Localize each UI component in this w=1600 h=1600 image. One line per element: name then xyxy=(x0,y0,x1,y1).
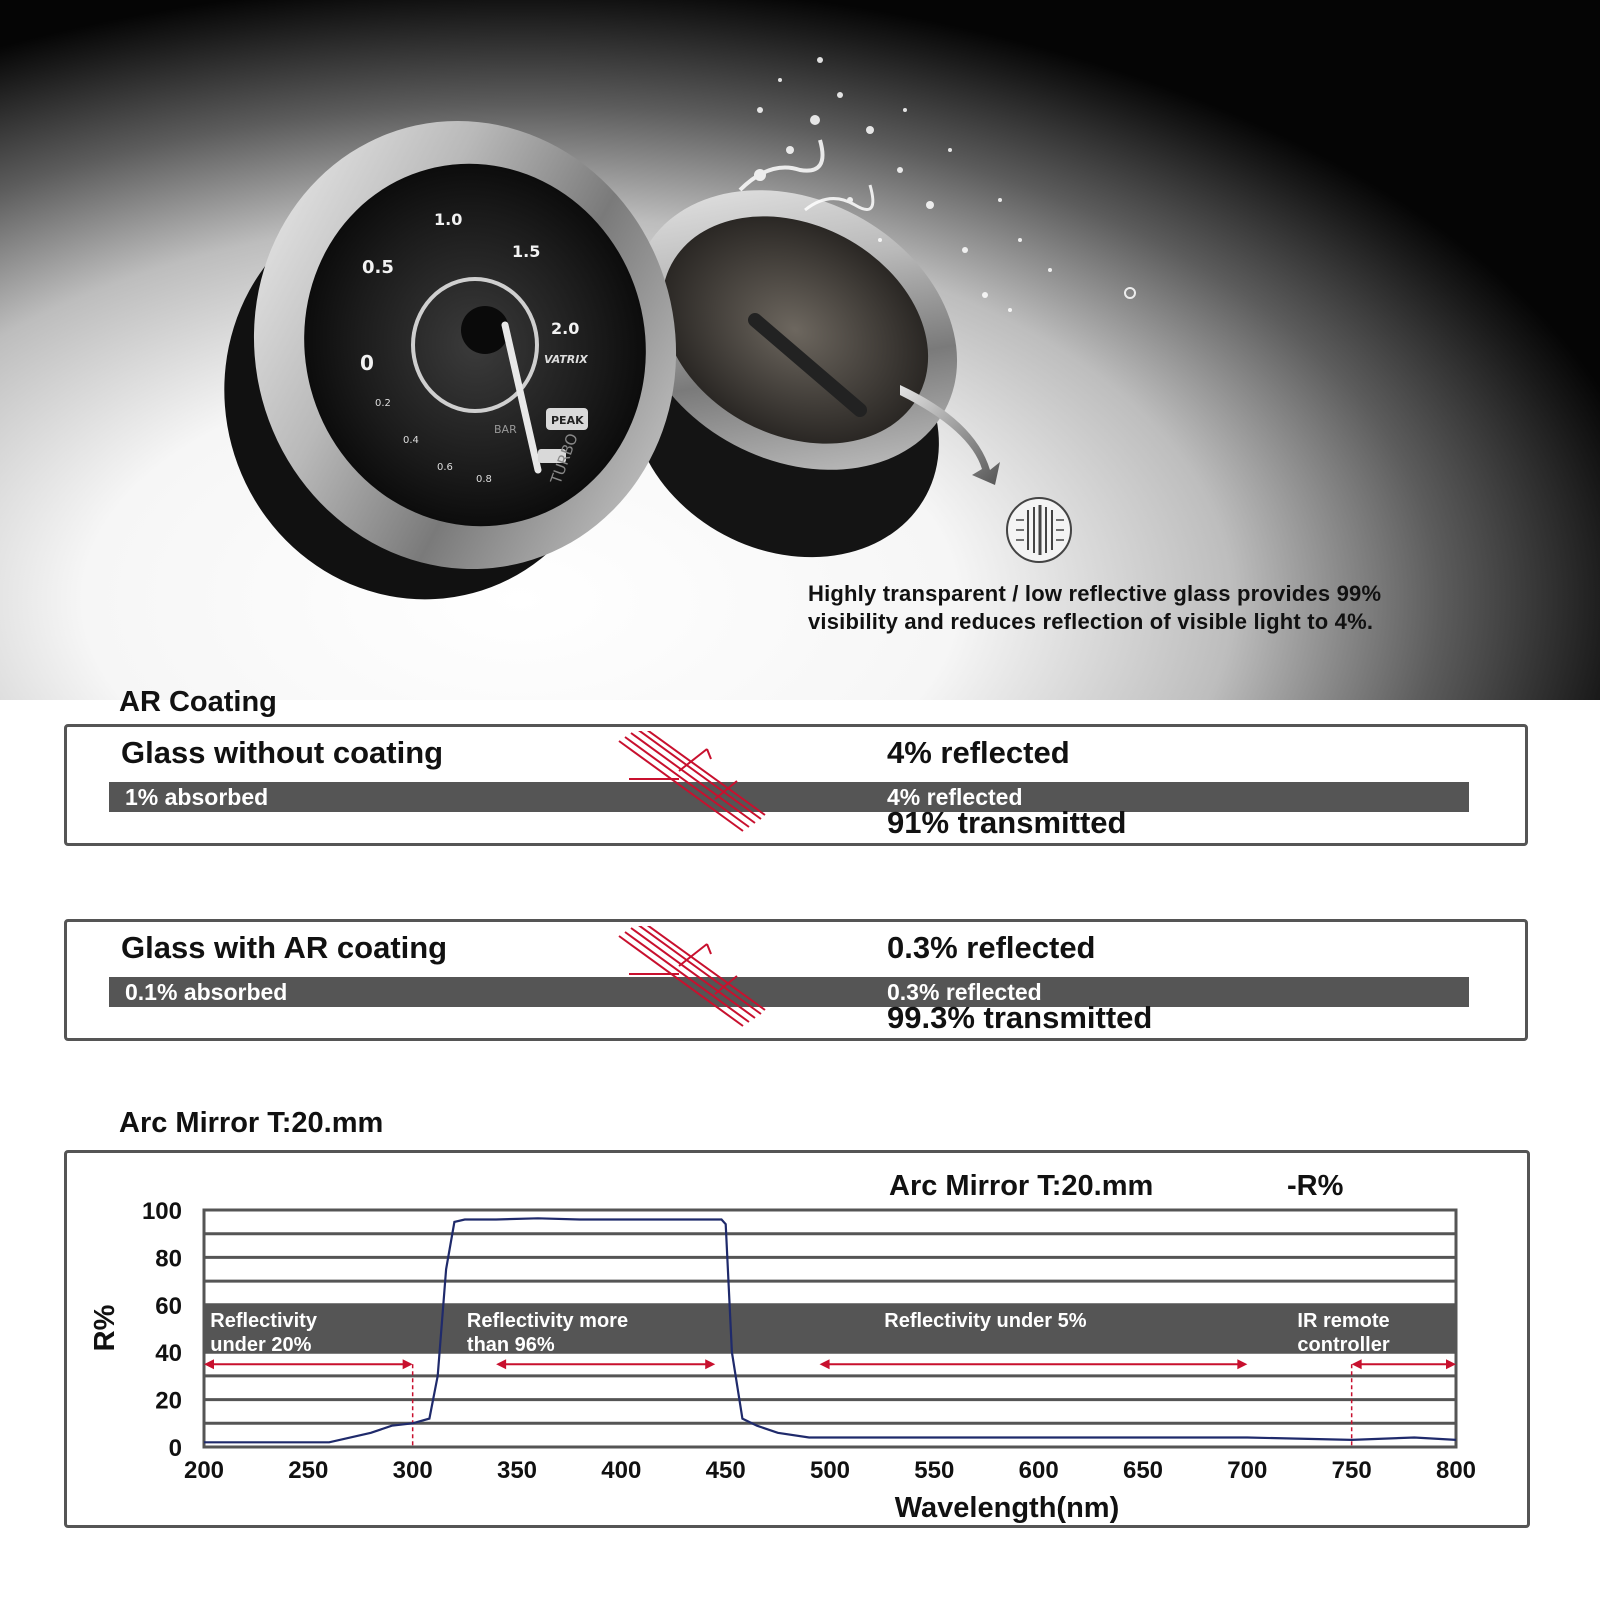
y-tick-label: 80 xyxy=(155,1245,182,1273)
transmitted-value: 99.3% transmitted xyxy=(887,1000,1153,1035)
x-tick-label: 800 xyxy=(1435,1457,1477,1484)
x-axis-label: Wavelength(nm) xyxy=(894,1492,1120,1524)
hero-caption xyxy=(808,580,1528,636)
y-tick-label: 0 xyxy=(168,1435,182,1462)
region-label: Reflectivity xyxy=(210,1309,317,1332)
x-tick-label: 300 xyxy=(392,1457,433,1484)
gauge-minor-0-4: 0.4 xyxy=(403,435,419,446)
reflectance-chart xyxy=(67,1153,1533,1531)
caption-line-1: Highly transparent / low reflective glass provides 99% xyxy=(808,581,1382,606)
absorbed-value: 1% absorbed xyxy=(125,784,269,810)
region-label: IR remote xyxy=(1297,1309,1390,1332)
hero-banner xyxy=(0,0,1600,700)
x-tick-label: 250 xyxy=(288,1457,329,1484)
panel-title: Glass with AR coating xyxy=(121,930,448,965)
x-tick-label: 400 xyxy=(601,1457,642,1484)
gauge-label-0: 0 xyxy=(360,351,374,375)
glass-layers-icon xyxy=(1007,498,1071,562)
absorbed-value: 0.1% absorbed xyxy=(125,979,288,1005)
chart-panel xyxy=(64,1150,1530,1528)
x-tick-label: 650 xyxy=(1122,1457,1164,1484)
reflected-bar-value: 0.3% reflected xyxy=(887,979,1042,1005)
x-tick-label: 550 xyxy=(914,1457,955,1484)
y-tick-label: 40 xyxy=(155,1340,182,1368)
x-tick-label: 700 xyxy=(1227,1457,1268,1484)
light-rays-icon xyxy=(617,731,767,841)
region-label: controller xyxy=(1297,1333,1390,1356)
x-tick-label: 750 xyxy=(1331,1457,1372,1484)
peak-label: PEAK xyxy=(551,414,584,427)
y-tick-label: 20 xyxy=(155,1387,182,1415)
region-label: Reflectivity under 5% xyxy=(884,1309,1087,1332)
panel-title: Glass without coating xyxy=(121,735,444,770)
glass-layer-bar xyxy=(109,977,1469,1007)
region-label: under 20% xyxy=(210,1333,312,1356)
gauge-brand-logo: VATRIX xyxy=(544,353,588,366)
y-axis-label: R% xyxy=(89,1304,121,1352)
gauge-minor-0-6: 0.6 xyxy=(437,462,453,473)
ar-coating-title: AR Coating xyxy=(119,686,277,718)
light-rays-icon xyxy=(617,926,767,1036)
y-tick-label: 100 xyxy=(141,1198,182,1225)
chart-section-title: Arc Mirror T:20.mm xyxy=(119,1107,384,1139)
gauge-main xyxy=(179,73,726,643)
region-label: Reflectivity more xyxy=(466,1309,629,1332)
gauge-label-2-0: 2.0 xyxy=(551,319,580,338)
glass-with-ar-coating-panel xyxy=(64,919,1528,1041)
reflected-bar-value: 4% reflected xyxy=(887,784,1023,810)
gauge-turbo-label: TURBO xyxy=(546,430,582,487)
x-tick-label: 600 xyxy=(1018,1457,1059,1484)
gauge-minor-0-8: 0.8 xyxy=(476,474,492,485)
caption-line-2: visibility and reduces reflection of visible light to 4%. xyxy=(808,609,1374,634)
region-band xyxy=(204,1305,1456,1352)
gauge-label-0-5: 0.5 xyxy=(362,257,394,278)
x-tick-label: 500 xyxy=(809,1457,851,1484)
gauge-label-1-5: 1.5 xyxy=(512,242,541,261)
glass-without-coating-panel xyxy=(64,724,1528,846)
glass-layer-bar xyxy=(109,782,1469,812)
reflected-top-value: 0.3% reflected xyxy=(887,930,1096,965)
chart-legend: -R% xyxy=(1287,1170,1344,1202)
x-tick-label: 200 xyxy=(183,1457,225,1484)
x-tick-label: 450 xyxy=(705,1457,746,1484)
region-label: than 96% xyxy=(466,1333,555,1356)
gauge-bar-label: BAR xyxy=(494,423,517,436)
gauge-label-1-0: 1.0 xyxy=(434,210,463,229)
x-tick-label: 350 xyxy=(496,1457,538,1484)
transmitted-value: 91% transmitted xyxy=(887,805,1127,840)
reflected-top-value: 4% reflected xyxy=(887,735,1070,770)
y-tick-label: 60 xyxy=(155,1292,182,1320)
chart-title: Arc Mirror T:20.mm xyxy=(889,1170,1154,1202)
gauge-minor-0-2: 0.2 xyxy=(375,398,391,409)
